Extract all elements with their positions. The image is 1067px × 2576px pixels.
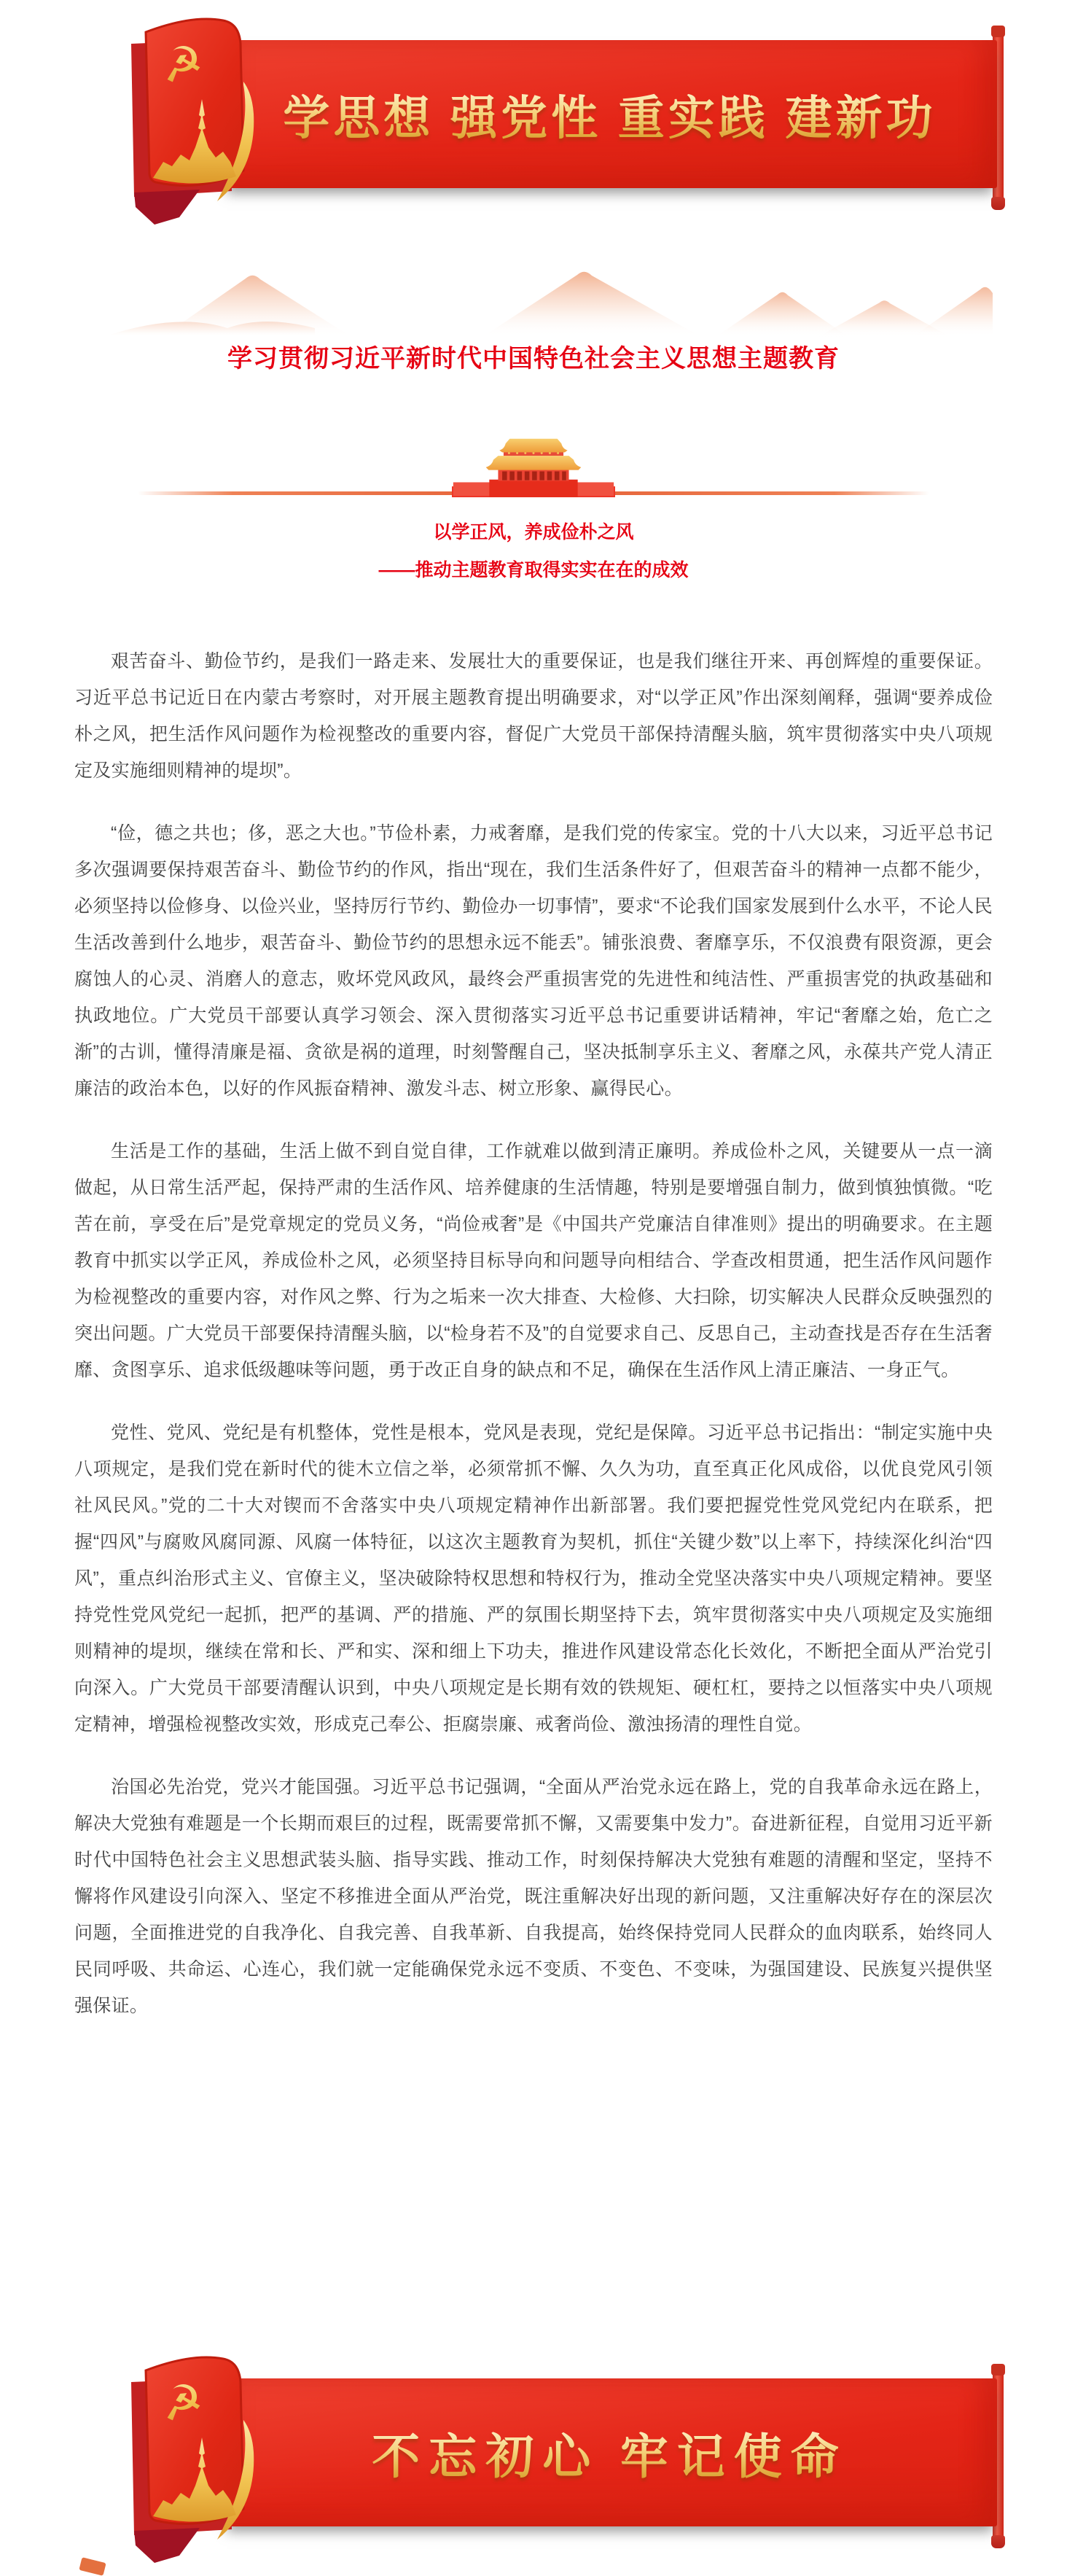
party-emblem-icon: ☭ — [157, 2373, 207, 2432]
top-banner — [73, 6, 1007, 232]
gate-decoration-zone — [0, 436, 1067, 497]
banner-slogan: 不忘初心 牢记使命 — [372, 2418, 848, 2487]
article-subtitle: 以学正风，养成俭朴之风 — [433, 522, 634, 542]
party-flag-ornament — [108, 2349, 268, 2564]
article-body — [0, 270, 1067, 2050]
party-emblem-icon: ☭ — [157, 34, 207, 94]
article-paragraphs — [74, 643, 993, 2024]
mountains-decoration-icon — [74, 270, 993, 337]
page-title: 学习贯彻习近平新时代中国特色社会主义思想主题教育 — [227, 345, 840, 373]
paragraph-3: 生活是工作的基础，生活上做不到自觉自律，工作就难以做到清正廉明。养成俭朴之风，关键要从一点一滴做起，从日常生活严起，保持严肃的生活作风、培养健康的生活情趣，特别是要增强自制力，做到慎独慎微。“吃苦在前，享受在后”是党章规定的党员义务，“尚俭戒奢”是《中国共产党廉洁自律准则》提出的明确要求。在主题教育中抓实以学正风，养成俭朴之风，必须坚持目标导向和问题导向相结合、学查改相贯通，把生活作风问题作为检视整改的重要内容，对作风之弊、行为之垢来一次大排查、大检修、大扫除，切实解决人民群众反映强烈的突出问题。广大党员干部要保持清醒头脑，以“检身若不及”的自觉要求自己、反思自己，主动查找是否存在生活奢靡、贪图享乐、追求低级趣味等问题，勇于改正自身的缺点和不足，确保在生活作风上清正廉洁、一身正气。 — [74, 1141, 993, 1380]
banner-ribbon — [222, 40, 997, 188]
pole-knob-top — [991, 26, 1005, 37]
article-subtitle-dash: ——推动主题教育取得实实在在的成效 — [378, 560, 689, 580]
paragraph-4: 党性、党风、党纪是有机整体，党性是根本，党风是表现，党纪是保障。习近平总书记指出：“制定实施中央八项规定，是我们党在新时代的徙木立信之举，必须常抓不懈、久久为功，直至真正化风成俗，以优良党风引领社风民风。”党的二十大对锲而不舍落实中央八项规定精神作出新部署。我们要把握党性党风党纪内在联系，把握“四风”与腐败风腐同源、风腐一体特征，以这次主题教育为契机，抓住“关键少数”以上率下，持续深化纠治“四风”，重点纠治形式主义、官僚主义，坚决破除特权思想和特权行为，推动全党坚决落实中央八项规定精神。要坚持党性党风党纪一起抓，把严的基调、严的措施、严的氛围长期坚持下去，筑牢贯彻落实中央八项规定及实施细则精神的堤坝，继续在常和长、严和实、深和细上下功夫，推进作风建设常态化长效化，不断把全面从严治党引向深入。广大党员干部要清醒认识到，中央八项规定是长期有效的铁规矩、硬杠杠，要持之以恒落实中央八项规定精神，增强检视整改实效，形成克己奉公、拒腐崇廉、戒奢尚俭、激浊扬清的理性自觉。 — [74, 1423, 993, 1735]
banner-slogan: 学思想 强党性 重实践 建新功 — [283, 81, 936, 148]
bottom-banner — [73, 2344, 1007, 2570]
pole-knob-top — [991, 2364, 1005, 2375]
banner-ribbon — [222, 2378, 997, 2526]
pole-knob-bottom — [991, 2535, 1005, 2548]
pole-knob-bottom — [991, 197, 1005, 210]
flag-tail-fold — [134, 2528, 200, 2563]
tiananmen-icon — [446, 436, 621, 497]
flag-tail-fold — [134, 190, 200, 225]
paragraph-5: 治国必先治党，党兴才能国强。习近平总书记强调，“全面从严治党永远在路上，党的自我革命永远在路上，解决大党独有难题是一个长期而艰巨的过程，既需要常抓不懈，又需要集中发力”。奋进新征程，自觉用习近平新时代中国特色社会主义思想武装头脑、指导实践、推动工作，时刻保持解决大党独有难题的清醒和坚定，坚持不懈将作风建设引向深入、坚定不移推进全面从严治党，既注重解决好出现的新问题，又注重解决好存在的深层次问题，全面推进党的自我净化、自我完善、自我革新、自我提高，始终保持党同人民群众的血肉联系，始终同人民同呼吸、共命运、心连心，我们就一定能确保党永远不变质、不变色、不变味，为强国建设、民族复兴提供坚强保证。 — [74, 1777, 993, 2016]
paragraph-2: “俭，德之共也；侈，恶之大也。”节俭朴素，力戒奢靡，是我们党的传家宝。党的十八大以来，习近平总书记多次强调要保持艰苦奋斗、勤俭节约的作风，指出“现在，我们生活条件好了，但艰苦奋斗的精神一点都不能少，必须坚持以俭修身、以俭兴业，坚持厉行节约、勤俭办一切事情”，要求“不论我们国家发展到什么水平，不论人民生活改善到什么地步，艰苦奋斗、勤俭节约的思想永远不能丢”。铺张浪费、奢靡享乐，不仅浪费有限资源，更会腐蚀人的心灵、消磨人的意志，败坏党风政风，最终会严重损害党的先进性和纯洁性、严重损害党的执政基础和执政地位。广大党员干部要认真学习领会、深入贯彻落实习近平总书记重要讲话精神，牢记“奢靡之始，危亡之渐”的古训，懂得清廉是福、贪欲是祸的道理，时刻警醒自己，坚决抵制享乐主义、奢靡之风，永葆共产党人清正廉洁的政治本色，以好的作风振奋精神、激发斗志、树立形象、赢得民心。 — [74, 823, 993, 1099]
party-flag-ornament — [108, 10, 268, 226]
paragraph-1: 艰苦奋斗、勤俭节约，是我们一路走来、发展壮大的重要保证，也是我们继往开来、再创辉煌的重要保证。习近平总书记近日在内蒙古考察时，对开展主题教育提出明确要求，对“以学正风”作出深刻阐释，强调“要养成俭朴之风，把生活作风问题作为检视整改的重要内容，督促广大党员干部保持清醒头脑，筑牢贯彻落实中央八项规定及实施细则精神的堤坝”。 — [74, 651, 993, 781]
